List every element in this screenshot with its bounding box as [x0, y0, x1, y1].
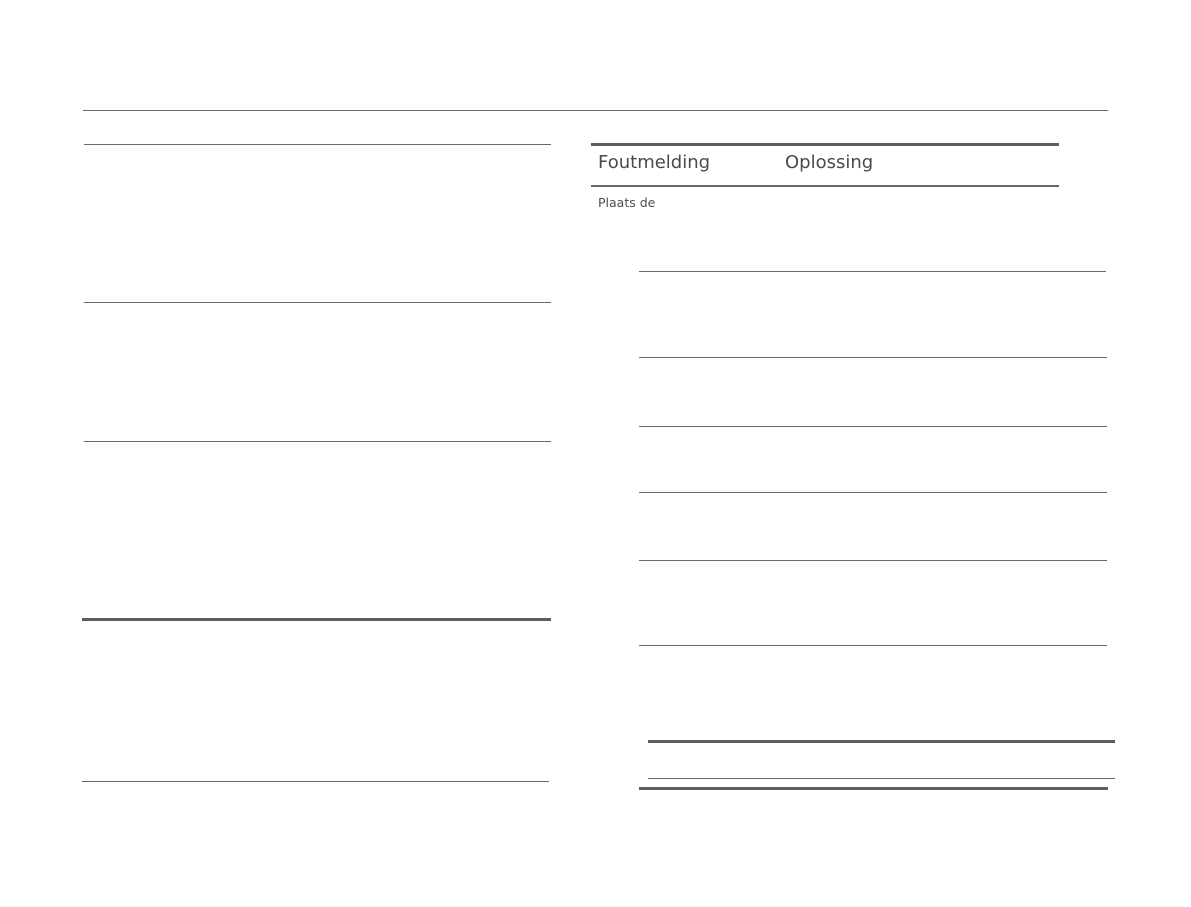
row-rule-4 [639, 492, 1107, 493]
row-rule-1 [639, 271, 1106, 272]
header-foutmelding: Foutmelding [598, 152, 711, 173]
page-top-rule [83, 110, 1108, 111]
header-oplossing: Oplossing [785, 152, 874, 173]
row-rule-5 [639, 560, 1107, 561]
table-bottom-rule-a [648, 740, 1115, 743]
row-rule-6 [639, 645, 1107, 646]
table-top-rule [591, 143, 1059, 146]
row-rule-3 [639, 426, 1107, 427]
left-rule-3 [84, 441, 551, 442]
table-bottom-rule-b [648, 778, 1115, 779]
left-rule-2 [84, 302, 551, 303]
row-1-text: Plaats de [598, 195, 656, 210]
table-bottom-rule-c [639, 787, 1108, 790]
left-rule-1 [84, 144, 551, 145]
table-header-rule [591, 185, 1059, 187]
row-rule-2 [639, 357, 1107, 358]
left-rule-5 [82, 781, 549, 782]
left-rule-4 [82, 618, 551, 621]
